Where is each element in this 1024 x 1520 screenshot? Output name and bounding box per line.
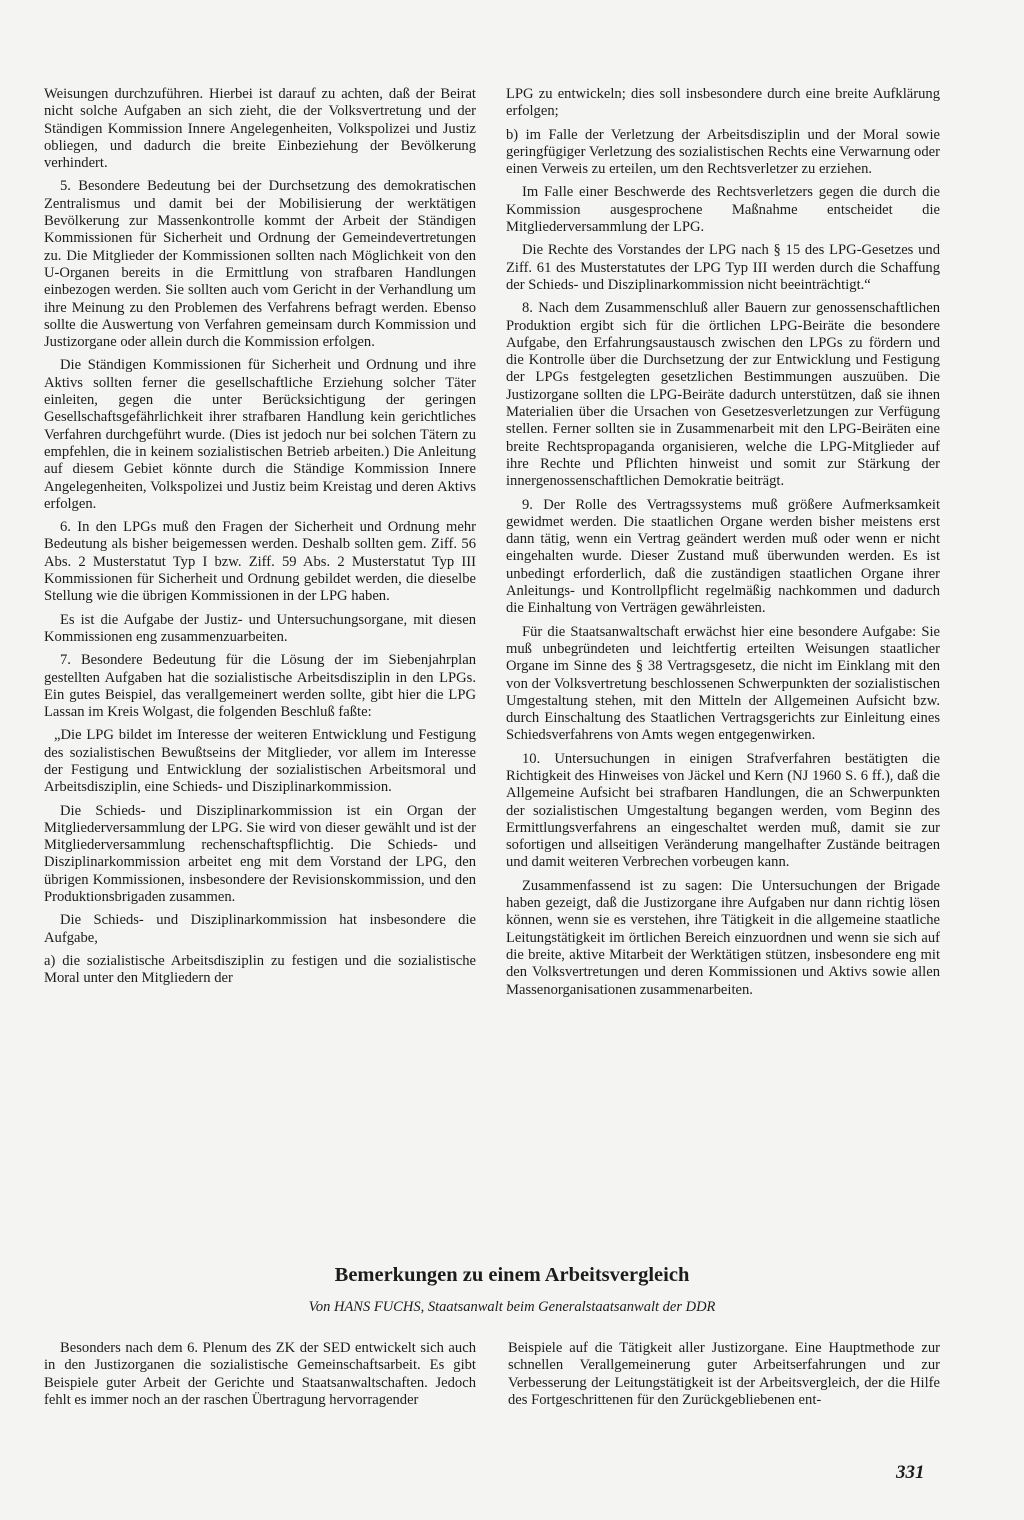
article-right-column [508,1340,940,1409]
page-number: 331 [896,1462,925,1483]
paragraph: LPG zu entwickeln; dies soll insbesondere durch eine breite Aufklärung erfolgen; [506,86,940,120]
article-body [44,1340,940,1409]
paragraph: Die Schieds- und Disziplinarkommission ist ein Organ der Mitgliederversammlung der LPG. Sie wird von dieser gewählt und ist der Mitgliederversammlung rechenschaftspflichtig. Die Schieds- und Disziplinarkommission arbeitet eng mit dem Vorstand der LPG, den übrigen Kommissionen, insbesondere der Revisionskommission, und den Produktionsbrigaden zusammen. [44,802,476,906]
paragraph: b) im Falle der Verletzung der Arbeitsdisziplin und der Moral sowie geringfügiger Verletzung des sozialistischen Rechts eine Verwarnung oder einen Verweis zu erteilen, um den Rechtsverletzer zu erziehen. [506,126,940,178]
right-text-column [506,86,940,1005]
paragraph: Die Schieds- und Disziplinarkommission hat insbesondere die Aufgabe, [44,912,476,946]
article-byline: Von HANS FUCHS, Staatsanwalt beim Generalstaatsanwalt der DDR [308,1299,716,1315]
paragraph: 6. In den LPGs muß den Fragen der Sicherheit und Ordnung mehr Bedeutung als bisher beigemessen werden. Deshalb sollten gem. Ziff. 56 Abs. 2 Musterstatut Typ I bzw. Ziff. 59 Abs. 2 Musterstatut Typ III Kommissionen für Sicherheit und Ordnung gebildet werden, die dieselbe Stellung wie die übrigen Kommissionen in der LPG haben. [44,519,476,605]
paragraph: Es ist die Aufgabe der Justiz- und Untersuchungsorgane, mit diesen Kommissionen eng zusammenzuarbeiten. [44,611,476,645]
paragraph: Weisungen durchzuführen. Hierbei ist darauf zu achten, daß der Beirat nicht solche Aufgaben an sich zieht, die der Volksvertretung und der Ständigen Kommission Innere Angelegenheiten, Volkspolizei und Justiz obliegen, und dadurch die breite Einbeziehung der Bevölkerung verhindert. [44,86,476,172]
left-text-column [44,86,476,994]
paragraph: 10. Untersuchungen in einigen Strafverfahren bestätigten die Richtigkeit des Hinweises von Jäckel und Kern (NJ 1960 S. 6 ff.), daß die Allgemeine Aufsicht bei strafbaren Handlungen, die an Schwerpunkten der sozialistischen Umgestaltung begangen werden, vom Beginn des Ermittlungsverfahrens an eingeschaltet werden muß, damit sie zur sofortigen und allseitigen Veränderung mangelhafter Zustände beitragen und damit weiteren Verbrechen vorbeugen kann. [506,750,940,871]
paragraph: 5. Besondere Bedeutung bei der Durchsetzung des demokratischen Zentralismus und damit bei der Mobilisierung der werktätigen Bevölkerung zur Massenkontrolle kommt der Arbeit der Ständigen Kommissionen für Sicherheit und Ordnung der Gemeindevertretungen zu. Die Mitglieder der Kommissionen sollten nach Möglichkeit von den U-Organen bereits in die Ermittlung von strafbaren Handlungen einbezogen werden. Sie sollten auch vom Gericht in der Verhandlung um ihre Meinung zu den Problemen des Verfahrens befragt werden. Ebenso sollte die Auswertung von Verfahren gemeinsam durch Kommission und Justizorgane oder allein durch die Kommission erfolgen. [44,178,476,351]
paragraph: Zusammenfassend ist zu sagen: Die Untersuchungen der Brigade haben gezeigt, daß die Justizorgane ihre Aufgaben nur dann richtig lösen können, wenn sie es verstehen, ihre Tätigkeit in die allgemeine staatliche Leitungstätigkeit im örtlichen Bereich einzuordnen und wenn sie sich auf die breite, aktive Mitarbeit der Werktätigen stützen, insbesondere eng mit den Volksvertretungen und deren Kommissionen und Aktivs sowie allen Massenorganisationen zusammenarbeiten. [506,877,940,998]
paragraph: Besonders nach dem 6. Plenum des ZK der SED entwickelt sich auch in den Justizorganen die sozialistische Gemeinschaftsarbeit. Es gibt Beispiele guter Arbeit der Gerichte und Staatsanwaltschaften. Jedoch fehlt es immer noch an der raschen Übertragung hervorragender [44,1340,476,1408]
paragraph: Im Falle einer Beschwerde des Rechtsverletzers gegen die durch die Kommission ausgesprochene Maßnahme entscheidet die Mitgliederversammlung der LPG. [506,184,940,236]
article-left-column [44,1340,476,1409]
paragraph: 8. Nach dem Zusammenschluß aller Bauern zur genossenschaftlichen Produktion ergibt sich für die örtlichen LPG-Beiräte die besondere Aufgabe, den Erfahrungsaustausch zwischen den LPGs zu fördern und die Kontrolle über die Durchsetzung der zur Entwicklung und Festigung der LPGs festgelegten gesetzlichen Bestimmungen auszuüben. Die Justizorgane sollten die LPG-Beiräte dadurch unterstützen, daß sie ihnen Materialien über die Ursachen von Gesetzesverletzungen zur Verfügung stellen. Ferner sollten sie in Zusammenarbeit mit den LPG-Beiräten eine breite Rechtspropaganda organisieren, welche die LPG-Mitglieder auf ihre Rechte und Pflichten hinweist und somit zur Stärkung der innergenossenschaftlichen Demokratie beiträgt. [506,300,940,490]
paragraph: Die Ständigen Kommissionen für Sicherheit und Ordnung und ihre Aktivs sollten ferner die gesellschaftliche Erziehung solcher Täter einleiten, gegen die unter Berücksichtigung der geringen Gesellschaftsgefährlichkeit ihrer strafbaren Handlung kein gerichtliches Verfahren durchgeführt wurde. (Dies ist jedoch nur bei solchen Tätern zu empfehlen, die in keinem sozialistischen Betrieb arbeiten.) Die Anleitung auf diesem Gebiet könnte durch die Ständige Kommission Innere Angelegenheiten, Volkspolizei und Justiz beim Kreistag und deren Aktivs erfolgen. [44,357,476,512]
paragraph: 9. Der Rolle des Vertragssystems muß größere Aufmerksamkeit gewidmet werden. Die staatlichen Organe werden bisher meistens erst dann tätig, wenn ein Vertrag geändert werden muß oder wenn er nicht eingehalten wurde. Dieser Zustand muß überwunden werden. Es ist unbedingt erforderlich, daß die zuständigen staatlichen Organe ihrer Anleitungs- und Kontrollpflicht regelmäßig nachkommen und dadurch die Einhaltung von Verträgen gewährleisten. [506,496,940,617]
article-title: Bemerkungen zu einem Arbeitsvergleich [334,1264,690,1286]
paragraph: „Die LPG bildet im Interesse der weiteren Entwicklung und Festigung des sozialistischen Bewußtseins der Mitglieder, vor allem im Interesse der Festigung und Entwicklung der sozialistischen Arbeitsmoral und Arbeitsdisziplin, eine Schieds- und Disziplinarkommission. [44,727,476,796]
paragraph: Für die Staatsanwaltschaft erwächst hier eine besondere Aufgabe: Sie muß unbegründeten und leichtfertig erteilten Weisungen staatlicher Organe im Sinne des § 38 Vertragsgesetz, die nicht im Einklang mit den von der Volksvertretung beschlossenen Schwerpunkten der sozialistischen Umgestaltung stehen, mit den Mitteln der Allgemeinen Aufsicht bzw. durch Einschaltung des Staatlichen Vertragsgerichts zur Einleitung eines Schiedsverfahrens von Amts wegen entgegenwirken. [506,623,940,744]
paragraph: Beispiele auf die Tätigkeit aller Justizorgane. Eine Hauptmethode zur schnellen Verallgemeinerung guter Arbeitserfahrungen und zur Verbesserung der Leitungstätigkeit ist der Arbeitsvergleich, der die Hilfe des Fortgeschrittenen für den Zurückgebliebenen ent- [508,1340,940,1408]
paragraph: Die Rechte des Vorstandes der LPG nach § 15 des LPG-Gesetzes und Ziff. 61 des Musterstatutes der LPG Typ III werden durch die Schaffung der Schieds- und Disziplinarkommission nicht beeinträchtigt.“ [506,242,940,293]
paragraph: 7. Besondere Bedeutung für die Lösung der im Siebenjahrplan gestellten Aufgaben hat die sozialistische Arbeitsdisziplin in den LPGs. Ein gutes Beispiel, das verallgemeinert werden sollte, gibt hier die LPG Lassan im Kreis Wolgast, die folgenden Beschluß faßte: [44,652,476,721]
paragraph: a) die sozialistische Arbeitsdisziplin zu festigen und die sozialistische Moral unter den Mitgliedern der [44,952,476,987]
